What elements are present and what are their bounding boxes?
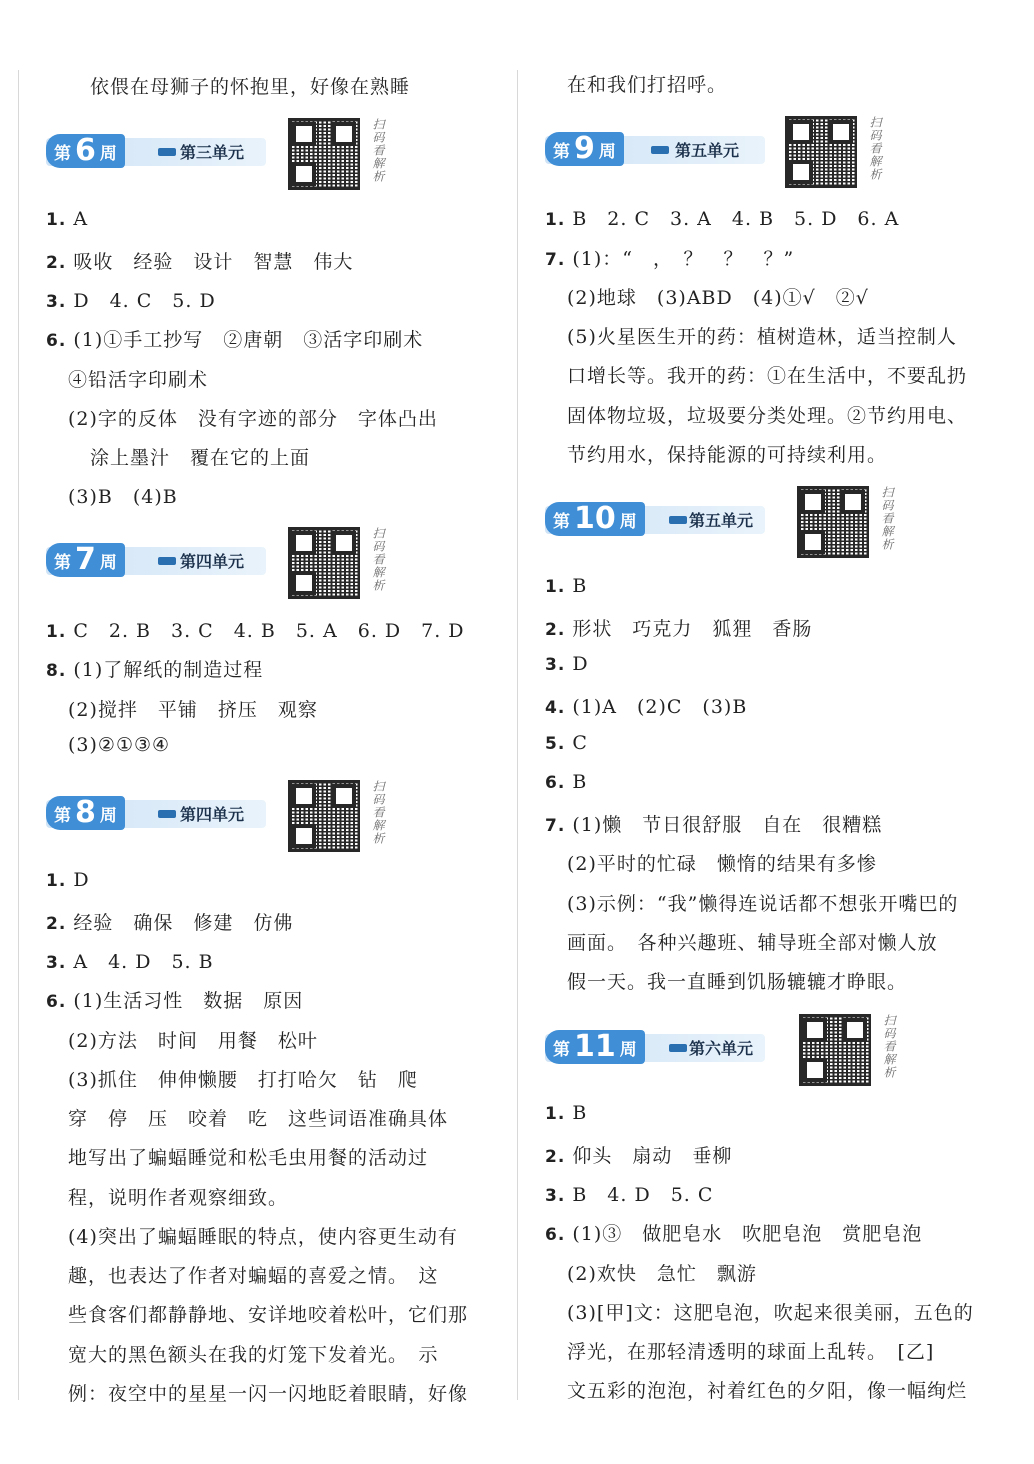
qr-code-icon[interactable] <box>797 486 869 558</box>
answer-line: 1. B <box>545 575 588 597</box>
answer-line: 口增长等。我开的药：①在生活中，不要乱扔 <box>567 365 968 387</box>
answer-line: 6. B <box>545 771 588 793</box>
answer-line: 地写出了蝙蝠睡觉和松毛虫用餐的活动过 <box>68 1147 429 1169</box>
answer-line: 1. D <box>46 869 90 891</box>
week-badge: 第 10 周 <box>545 502 645 536</box>
answer-line: 6. (1)①手工抄写 ②唐朝 ③活字印刷术 <box>46 329 424 351</box>
scan-label: 扫码看解析 <box>868 116 882 181</box>
answer-line: 1. B <box>545 1102 588 1124</box>
qr-code-icon[interactable] <box>785 116 857 188</box>
unit-label: 第五单元 <box>675 141 740 160</box>
answer-line: 宽大的黑色额头在我的灯笼下发着光。 示 <box>68 1344 439 1366</box>
week-10-header <box>545 486 894 568</box>
answer-line: (2)字的反体 没有字迹的部分 字体凸出 <box>68 408 438 430</box>
week-badge: 第 9 周 <box>545 132 624 166</box>
week-11-header <box>545 1014 896 1096</box>
answer-line: 1. A <box>46 208 89 230</box>
qr-code-icon[interactable] <box>799 1014 871 1086</box>
unit-label: 第四单元 <box>180 805 245 824</box>
page-margin-line <box>18 70 19 1400</box>
column-divider <box>517 70 518 1400</box>
week-badge: 第 8 周 <box>46 796 125 830</box>
answer-line: 例：夜空中的星星一闪一闪地眨着眼睛，好像 <box>68 1383 469 1405</box>
answer-line: 画面。 各种兴趣班、辅导班全部对懒人放 <box>567 932 938 954</box>
scan-label: 扫码看解析 <box>880 486 894 551</box>
answer-line: 2. 形状 巧克力 狐狸 香肠 <box>545 618 813 640</box>
answer-line: (2)欢快 急忙 飘游 <box>567 1263 757 1285</box>
answer-line: 3. D 4. C 5. D <box>46 290 216 312</box>
answer-line: 6. (1)③ 做肥皂水 吹肥皂泡 赏肥皂泡 <box>545 1223 923 1245</box>
answer-line: 假一天。我一直睡到饥肠辘辘才睁眼。 <box>567 971 908 993</box>
answer-line: (2)方法 时间 用餐 松叶 <box>68 1030 318 1052</box>
answer-line: 4. (1)A (2)C (3)B <box>545 696 748 718</box>
answer-line: 节约用水，保持能源的可持续利用。 <box>567 444 888 466</box>
qr-code-icon[interactable] <box>288 527 360 599</box>
answer-line: 8. (1)了解纸的制造过程 <box>46 659 264 681</box>
answer-line: 穿 停 压 咬着 吃 这些词语准确具体 <box>68 1108 449 1130</box>
answer-line: 3. B 4. D 5. C <box>545 1184 714 1206</box>
scan-label: 扫码看解析 <box>371 118 385 183</box>
unit-label: 第五单元 <box>689 511 754 530</box>
scan-label: 扫码看解析 <box>371 527 385 592</box>
answer-line: 1. B 2. C 3. A 4. B 5. D 6. A <box>545 208 900 230</box>
answer-line: 5. C <box>545 732 588 754</box>
week-badge: 第 11 周 <box>545 1030 645 1064</box>
week-8-header <box>46 780 391 862</box>
intro-text: 依偎在母狮子的怀抱里，好像在熟睡 <box>90 76 411 98</box>
answer-line: (3)B (4)B <box>68 486 178 508</box>
answer-line: (2)搅拌 平铺 挤压 观察 <box>68 699 318 721</box>
answer-line: (5)火星医生开的药：植树造林，适当控制人 <box>567 326 957 348</box>
answer-line: (3)示例：“我”懒得连说话都不想张开嘴巴的 <box>567 893 959 915</box>
unit-label: 第四单元 <box>180 552 245 571</box>
answer-line: 浮光，在那轻清透明的球面上乱转。 [乙] <box>567 1341 935 1363</box>
answer-line: 2. 吸收 经验 设计 智慧 伟大 <box>46 251 354 273</box>
answer-line: 涂上墨汁 覆在它的上面 <box>90 447 311 469</box>
answer-line: (2)平时的忙碌 懒惰的结果有多惨 <box>567 853 877 875</box>
answer-line: 7. (1)：“ ， ？ ？ ？” <box>545 248 795 270</box>
unit-label: 第三单元 <box>180 143 245 162</box>
answer-line: 程，说明作者观察细致。 <box>68 1187 289 1209</box>
intro-text: 在和我们打招呼。 <box>567 74 728 96</box>
scan-label: 扫码看解析 <box>882 1014 896 1079</box>
week-badge: 第 7 周 <box>46 543 125 577</box>
answer-line: 7. (1)懒 节日很舒服 自在 很糟糕 <box>545 814 883 836</box>
qr-code-icon[interactable] <box>288 118 360 190</box>
answer-line: 3. D <box>545 653 589 675</box>
answer-line: 3. A 4. D 5. B <box>46 951 214 973</box>
answer-line: 6. (1)生活习性 数据 原因 <box>46 990 304 1012</box>
answer-line: (3)抓住 伸伸懒腰 打打哈欠 钻 爬 <box>68 1069 418 1091</box>
answer-line: 2. 经验 确保 修建 仿佛 <box>46 912 294 934</box>
qr-code-icon[interactable] <box>288 780 360 852</box>
answer-line: ④铅活字印刷术 <box>68 369 209 391</box>
week-7-header <box>46 527 391 609</box>
week-9-header <box>545 116 890 198</box>
answer-line: (3)②①③④ <box>68 734 171 756</box>
answer-line: 固体物垃圾，垃圾要分类处理。②节约用电、 <box>567 405 968 427</box>
answer-line: 趣，也表达了作者对蝙蝠的喜爱之情。 这 <box>68 1265 439 1287</box>
week-6-header <box>46 118 391 200</box>
answer-line: (2)地球 (3)ABD (4)①√ ②√ <box>567 287 869 309</box>
answer-line: (4)突出了蝙蝠睡眠的特点，使内容更生动有 <box>68 1226 458 1248</box>
week-badge: 第 6 周 <box>46 134 125 168</box>
answer-line: 文五彩的泡泡，衬着红色的夕阳，像一幅绚烂 <box>567 1380 968 1402</box>
answer-line: 1. C 2. B 3. C 4. B 5. A 6. D 7. D <box>46 620 465 642</box>
unit-label: 第六单元 <box>689 1039 754 1058</box>
answer-line: 2. 仰头 扇动 垂柳 <box>545 1145 733 1167</box>
answer-line: (3)[甲]文：这肥皂泡，吹起来很美丽，五色的 <box>567 1302 974 1324</box>
scan-label: 扫码看解析 <box>371 780 385 845</box>
answer-line: 些食客们都静静地、安详地咬着松叶，它们那 <box>68 1304 469 1326</box>
